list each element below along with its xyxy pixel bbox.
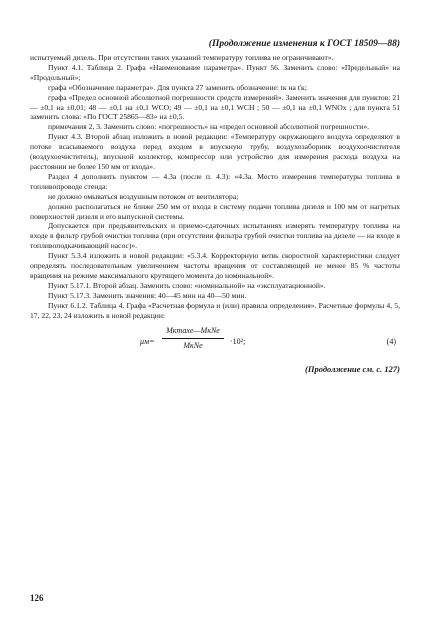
paragraph-12: Пункт 5.17.1. Второй абзац. Заменить слово: «номинальной» на «эксплуатационной».	[48, 280, 326, 290]
paragraph-1: испытуемый дизель. При отсутствии таких указаний температуру топлива не ограничивают».	[30, 53, 334, 62]
formula-numerator: Mкmaxe—MкNe	[166, 326, 220, 336]
paragraph-6: Пункт 4.3. Второй абзац изложить в новой редакции: «Температуру окружающего воздуха определяют в потоке всасываемого воздуха перед входом в впускную трубу, воздухозаборник воздухоочистителя (воздухоочиститель), впускной коллектор, компрессор или устройство для измерения расхода воздуха на расстоянии не более 150 мм от входа».	[30, 132, 400, 171]
paragraph-5: примечания 2, 3. Заменить слово: «погрешность» на «предел основной абсолютной погрешности».	[48, 122, 370, 132]
paragraph-3: графа «Обозначение параметра». Для пункта 27 заменить обозначение: tк на ťк;	[48, 82, 307, 92]
formula-4	[30, 324, 400, 362]
paragraph-2: Пункт 4.1. Таблица 2. Графа «Наименование параметра». Пункт 56. Заменить слово: «Предельный» на «Продольный»;	[30, 62, 400, 82]
paragraph-8: не должно омываться воздушным потоком от вентилятора;	[48, 191, 239, 201]
page-number: 126	[30, 593, 44, 603]
formula-lhs: μм=	[140, 337, 155, 347]
formula-denominator: MкNe	[183, 341, 203, 351]
paragraph-11: Пункт 5.3.4 изложить в новой редакции: «5.3.4. Корректорную ветвь скоростной характеристики следует определять последовательным увеличением частоты вращения от составляющей не менее 85 % частоты вращения на режиме максимального крутящего момента до номинальной».	[30, 251, 400, 280]
paragraph-4: графа «Предел основной абсолютной погрешности средств измерений». Заменить значения для пунктов: 21 — ±0,1 на ±0,01; 48 — ±0,1 на ±0,1 WCO; 49 — ±0,1 на ±0,1 WCH ; 50 — ±0,1 на ±0,1 WNOx ; для пункта 51 заменить слова: «По ГОСТ 25865—83» на ±0,5.	[30, 92, 400, 122]
continuation-note: (Продолжение см. с. 127)	[305, 364, 400, 375]
paragraph-7: Раздел 4 дополнить пунктом — 4.3а (после п. 4.3): «4.3а. Место измерения температуры топлива в топливопроводе стенда:	[30, 171, 400, 191]
paragraph-9: должно располагаться не ближе 250 мм от входа в систему подачи топлива дизеля и 100 мм от нагретых поверхностей дизеля и его выпускной системы.	[30, 201, 400, 221]
fraction-bar	[162, 338, 224, 339]
formula-fraction	[162, 325, 224, 352]
paragraph-14: Пункт 6.1.2. Таблица 4. Графа «Расчетная формула и (или) правила определения». Расчетные формулы 4, 5, 17, 22, 23, 24 изложить в новой редакции:	[30, 300, 400, 320]
document-page	[30, 38, 400, 375]
paragraph-10: Допускается при предъявительских и приемо-сдаточных испытаниях измерять температуру топлива на входе в фильтр грубой очистки топлива (при отсутствии фильтра грубой очистки топлива на дизеле — на входе в топливоподкачивающий насос)».	[30, 221, 400, 251]
formula-factor: ·10²;	[230, 337, 246, 347]
formula-number: (4)	[386, 337, 396, 347]
paragraph-13: Пункт 5.17.3. Заменить значения: 40—45 мин на 40—50 мин.	[48, 290, 247, 300]
running-header: (Продолжение изменения к ГОСТ 18509—88)	[208, 39, 400, 49]
